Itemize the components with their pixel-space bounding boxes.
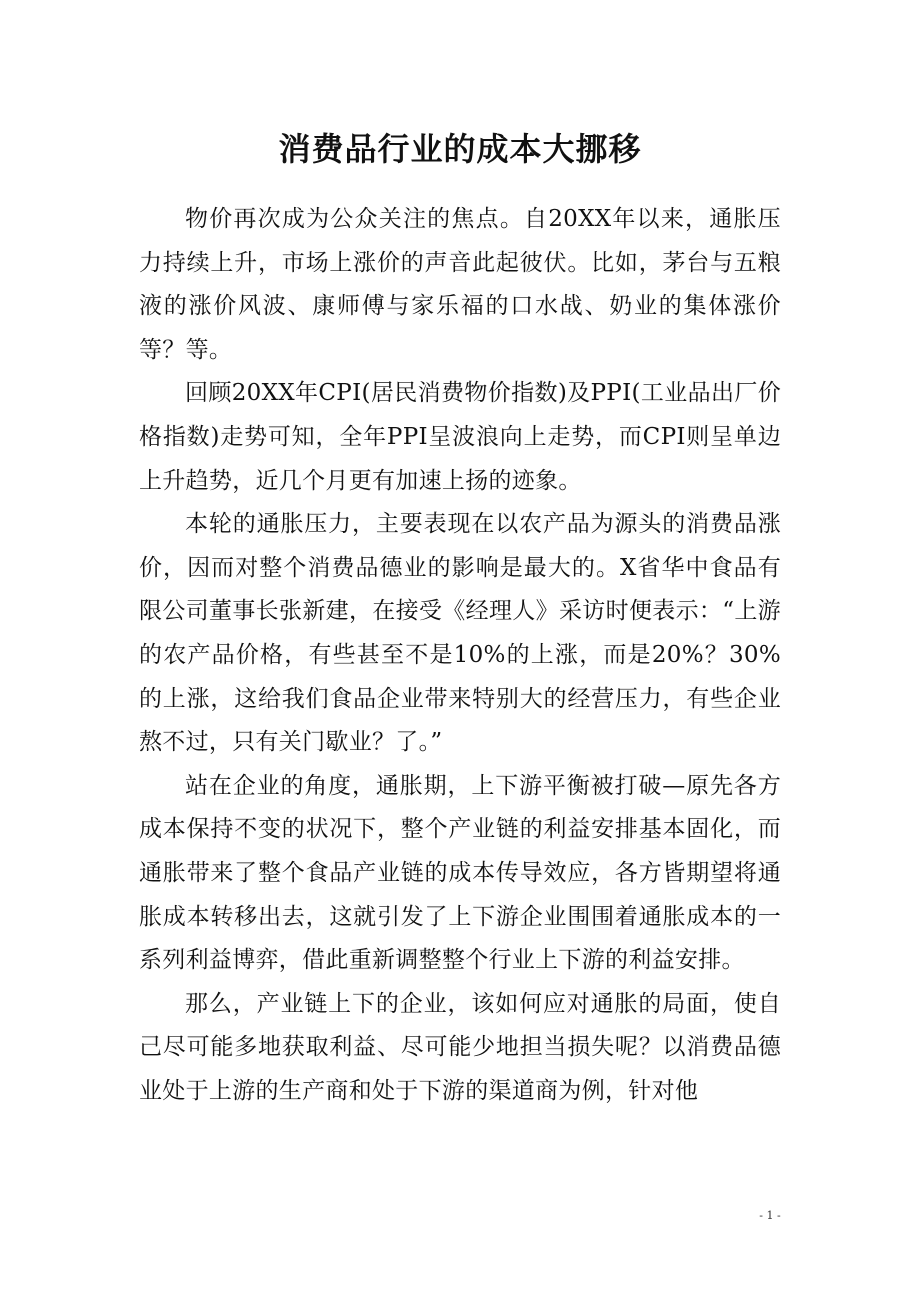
document-body — [139, 198, 781, 1113]
paragraph-3: 本轮的通胀压力，主要表现在以农产品为源头的消费品涨价，因而对整个消费品德业的影响是最大的。X省华中食品有限公司董事长张新建，在接受《经理人》采访时便表示：“上游的农产品价格，有些甚至不是10%的上涨，而是20%？30%的上涨，这给我们食品企业带来特别大的经营压力，有些企业熬不过，只有关门歇业？了。” — [139, 511, 781, 756]
document-title: 消费品行业的成本大挪移 — [278, 130, 642, 168]
paragraph-1: 物价再次成为公众关注的焦点。自20XX年以来，通胀压力持续上升，市场上涨价的声音此起彼伏。比如，茅台与五粮液的涨价风波、康师傅与家乐福的口水战、奶业的集体涨价等？等。 — [139, 206, 781, 363]
page-number: - 1 - — [759, 1209, 781, 1222]
paragraph-2: 回顾20XX年CPI(居民消费物价指数)及PPI(工业品出厂价格指数)走势可知，全年PPI呈波浪向上走势，而CPI则呈单边上升趋势，近几个月更有加速上扬的迹象。 — [139, 380, 781, 494]
paragraph-5: 那么，产业链上下的企业，该如何应对通胀的局面，使自己尽可能多地获取利益、尽可能少地担当损失呢？以消费品德业处于上游的生产商和处于下游的渠道商为例，针对他 — [139, 990, 781, 1104]
paragraph-4: 站在企业的角度，通胀期，上下游平衡被打破—原先各方成本保持不变的状况下，整个产业链的利益安排基本固化，而通胀带来了整个食品产业链的成本传导效应，各方皆期望将通胀成本转移出去，这就引发了上下游企业围围着通胀成本的一系列利益博弈，借此重新调整整个行业上下游的利益安排。 — [139, 772, 781, 974]
